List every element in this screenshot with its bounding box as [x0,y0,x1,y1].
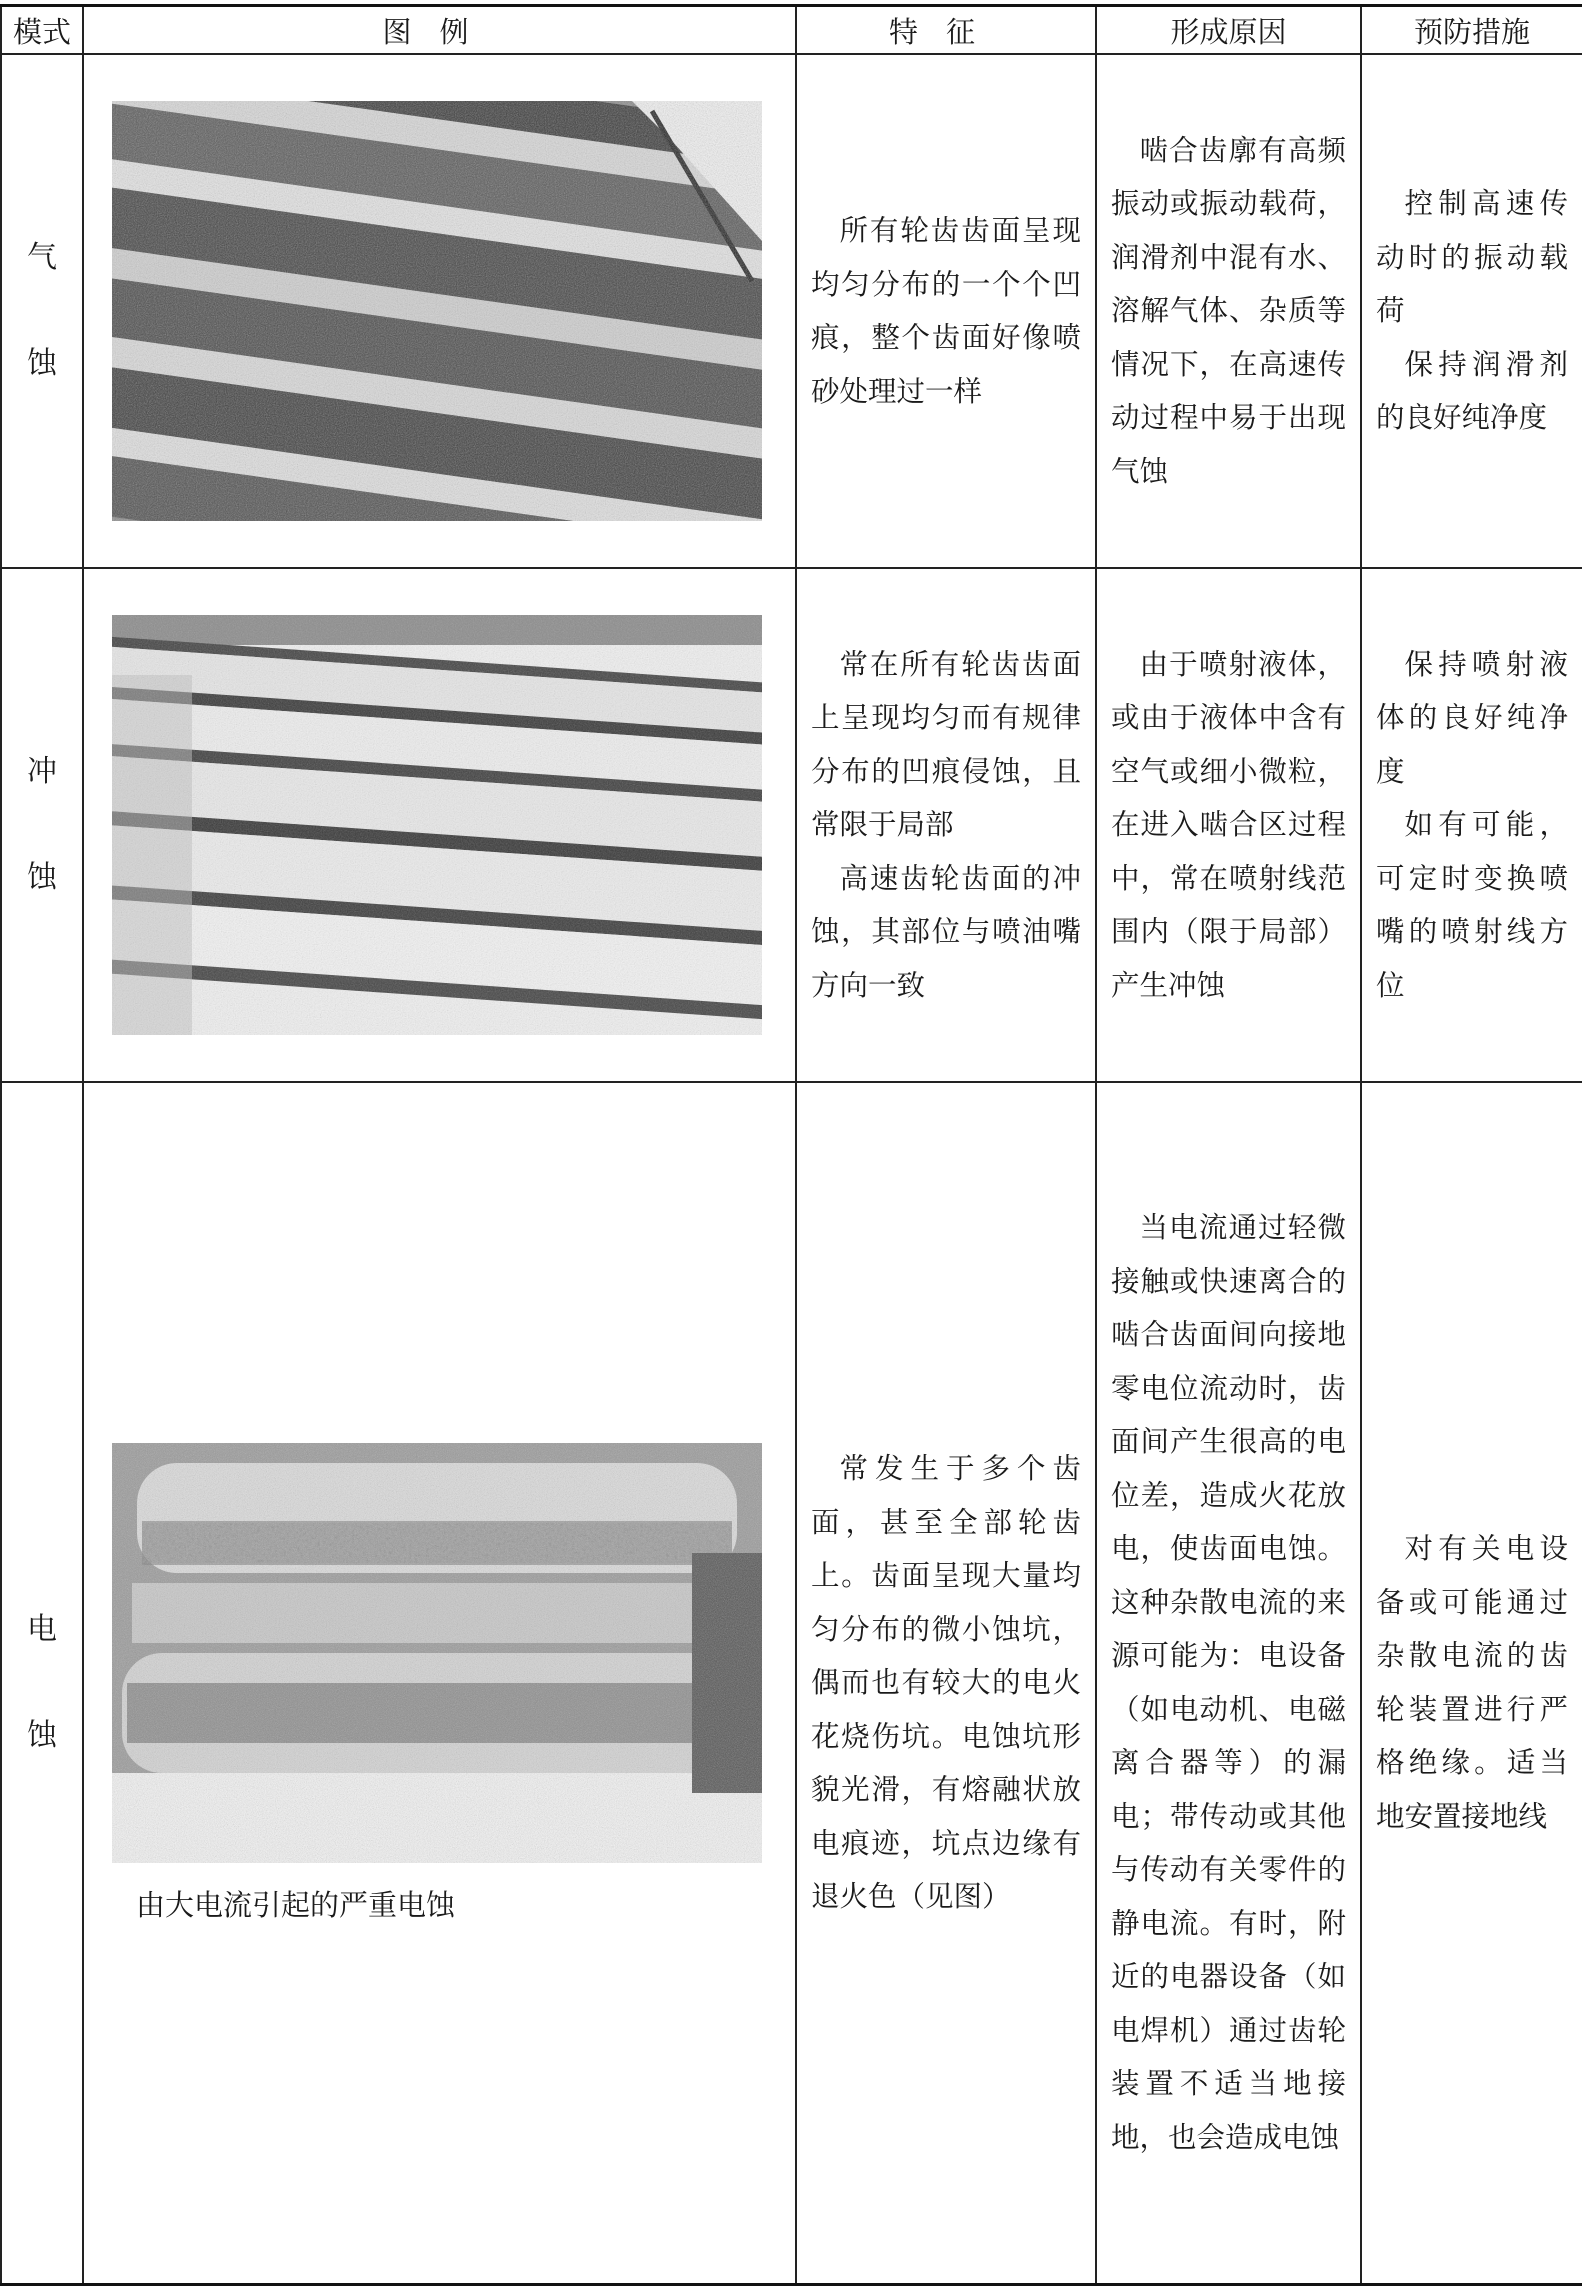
prevention-text: 如有可能，可定时变换喷嘴的喷射线方位 [1376,808,1568,1002]
cause-text: 当电流通过轻微接触或快速离合的啮合齿面间向接地零电位流动时，齿面间产生很高的电位差，造成火花放电，使齿面电蚀。这种杂散电流的来源可能为：电设备（如电动机、电磁离合器等）的漏电；带传动或其他与传动有关零件的静电流。有时，附近的电器设备（如电焊机）通过齿轮装置不适当地接地，也会造成电蚀 [1111,1211,1346,2154]
figure-cell [83,568,796,1082]
erosion-gear-photo [112,615,762,1035]
failure-mode-table [0,4,1582,2286]
mode-char: 气 [27,240,57,275]
prevention-text: 控制高速传动时的振动载荷 [1376,187,1568,328]
electric-erosion-photo [112,1443,762,1863]
feature-text: 高速齿轮齿面的冲蚀，其部位与喷油嘴方向一致 [811,861,1081,1002]
feature-text: 所有轮齿齿面呈现均匀分布的一个个凹痕，整个齿面好像喷砂处理过一样 [811,214,1081,408]
cause-cell [1096,1082,1361,2284]
mode-char: 电 [27,1611,57,1647]
cause-cell [1096,568,1361,1082]
header-prevention: 预防措施 [1361,6,1582,55]
mode-char: 蚀 [27,346,57,381]
figure-cell [83,1082,796,2284]
table-row [1,1082,1582,2284]
table-row [1,54,1582,568]
cavitation-gear-photo [112,101,762,521]
figure-cell [83,54,796,568]
feature-cell [796,1082,1096,2284]
prevention-cell [1361,568,1582,1082]
feature-cell [796,568,1096,1082]
mode-cell [1,54,83,568]
feature-text: 常在所有轮齿齿面上呈现均匀而有规律分布的凹痕侵蚀，且常限于局部 [811,647,1081,842]
header-mode: 模式 [1,6,83,55]
mode-cell [1,568,83,1082]
prevention-cell [1361,1082,1582,2284]
header-feature: 特征 [796,6,1096,55]
cause-text: 由于喷射液体，或由于液体中含有空气或细小微粒，在进入啮合区过程中，常在喷射线范围内（限于局部）产生冲蚀 [1111,647,1346,1002]
header-figure: 图例 [83,6,796,55]
prevention-text: 保持喷射液体的良好纯净度 [1376,647,1568,788]
feature-cell [796,54,1096,568]
mode-cell [1,1082,83,2284]
mode-char: 蚀 [27,1717,57,1753]
mode-char: 冲 [27,754,57,789]
prevention-text: 保持润滑剂的良好纯净度 [1376,347,1568,435]
prevention-text: 对有关电设备或可能通过杂散电流的齿轮装置进行严格绝缘。适当地安置接地线 [1376,1532,1568,1833]
mode-char: 蚀 [27,860,57,895]
prevention-cell [1361,54,1582,568]
feature-text: 常发生于多个齿面，甚至全部轮齿上。齿面呈现大量均匀分布的微小蚀坑，偶而也有较大的电火花烧伤坑。电蚀坑形貌光滑，有熔融状放电痕迹，坑点边缘有退火色（见图） [811,1452,1081,1913]
cause-cell [1096,54,1361,568]
cause-text: 啮合齿廓有高频振动或振动载荷，润滑剂中混有水、溶解气体、杂质等情况下，在高速传动过程中易于出现气蚀 [1111,133,1346,488]
figure-caption: 由大电流引起的严重电蚀 [136,1888,456,1922]
table-row [1,568,1582,1082]
header-cause: 形成原因 [1096,6,1361,55]
header-row [1,6,1582,55]
